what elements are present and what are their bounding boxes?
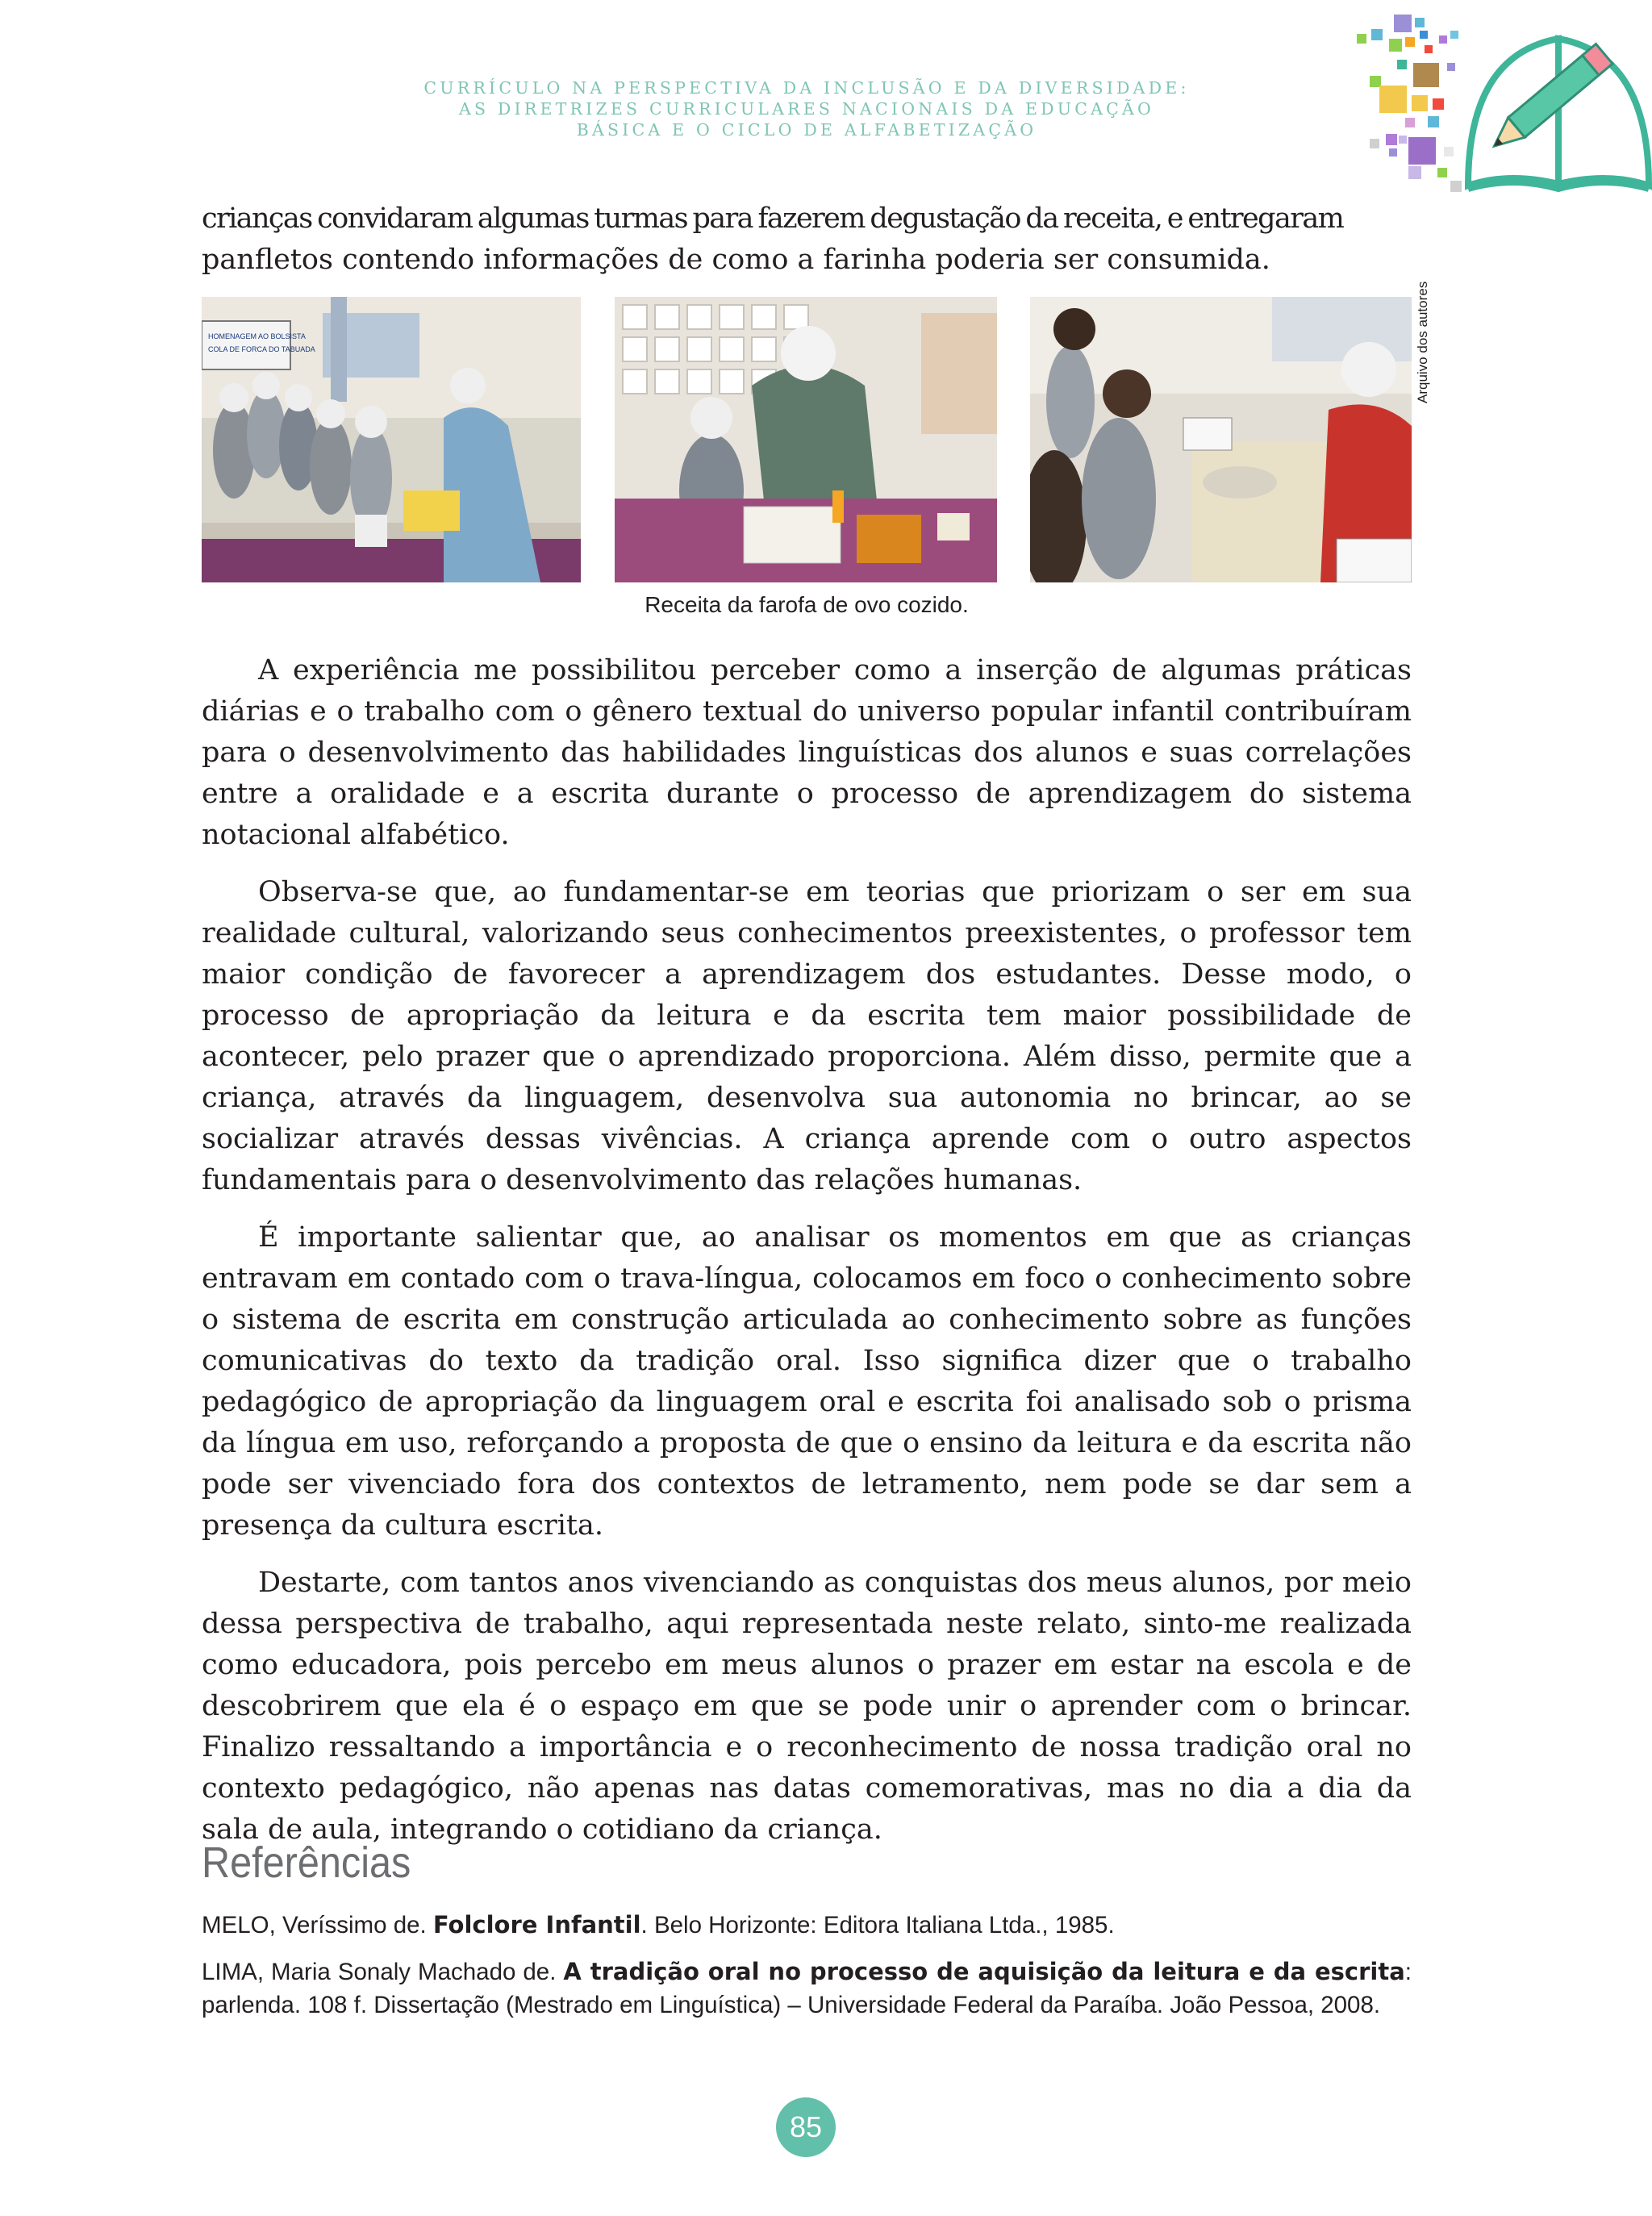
svg-text:COLA DE FORCA DO TABUADA: COLA DE FORCA DO TABUADA [208, 345, 315, 353]
photo-credit: Arquivo dos autores [1415, 281, 1430, 403]
photo-children-queue [202, 297, 581, 582]
reference-1-author: MELO, Veríssimo de. [202, 1912, 433, 1938]
page-number-badge: 85 [776, 2097, 836, 2157]
reference-item-1 [202, 1909, 1412, 1942]
reference-1-rest: . Belo Horizonte: Editora Italiana Ltda., 1985. [640, 1912, 1115, 1938]
reference-item-2 [202, 1955, 1412, 2022]
intro-line-2: panfletos contendo informações de como a farinha poderia ser consumida. [202, 244, 1270, 276]
running-header-line-2: AS DIRETRIZES CURRICULARES NACIONAIS DA EDUCAÇÃO [458, 99, 1155, 119]
book-pencil-logo [1347, 6, 1652, 208]
photo-banner-text: HOMENAGEM AO BOLSISTA [208, 332, 306, 340]
running-header [363, 77, 1250, 140]
figure-caption: Receita da farofa de ovo cozido. [645, 592, 969, 617]
paragraph-2: Observa-se que, ao fundamentar-se em teorias que priorizam o ser em sua realidade cultural, valorizando seus conhecimentos preexistentes, o professor tem maior condição de favorecer a aprendizagem dos estudantes. Desse modo, o processo de apropriação da leitura e da escrita tem maior possibilidade de acontecer, pelo prazer que o aprendizado proporciona. Além disso, permite que a criança, através da linguagem, desenvolva sua autonomia no brincar, ao se socializar através dessas vivências. A criança aprende com o outro aspectos fundamentais para o desenvolvimento das relações humanas. [202, 876, 1412, 1196]
reference-1-title: Folclore Infantil [432, 1911, 641, 1938]
photo-strip [202, 297, 1412, 582]
paragraph-4: Destarte, com tantos anos vivenciando as conquistas dos meus alunos, por meio dessa perspectiva de trabalho, aqui representada neste relato, sinto-me realizada como educadora, pois percebo em meus alunos o prazer em estar na escola e de descobrirem que ela é o espaço em que se pode unir o aprender com o brincar. Finalizo ressaltando a importância e o reconhecimento de nossa tradição oral no contexto pedagógico, não apenas nas datas comemorativas, mas no dia a dia da sala de aula, integrando o cotidiano da criança. [202, 1567, 1412, 1846]
body-text [202, 650, 1412, 1851]
running-header-line-3: BÁSICA E O CICLO DE ALFABETIZAÇÃO [576, 120, 1037, 140]
paragraph-3: É importante salientar que, ao analisar os momentos em que as crianças entravam em contado com o trava-língua, colocamos em foco o conhecimento sobre o sistema de escrita em construção articulada ao conhecimento sobre as funções comunicativas do texto da tradição oral. Isso significa dizer que o trabalho pedagógico de apropriação da linguagem oral e escrita foi analisado sob o prisma da língua em uso, reforçando a proposta de que o ensino da leitura e da escrita não pode ser vivenciado fora dos contextos de letramento, nem pode se dar sem a presença da cultura escrita. [202, 1221, 1412, 1542]
paragraph-1: A experiência me possibilitou perceber como a inserção de algumas práticas diárias e o trabalho com o gênero textual do universo popular infantil contribuíram para o desenvolvimento das habilidades linguísticas dos alunos e suas correlações entre a oralidade e a escrita durante o processo de aprendizagem do sistema notacional alfabético. [202, 654, 1412, 851]
reference-2-title: A tradição oral no processo de aquisição da leitura e da escrita [563, 1958, 1405, 1985]
reference-2-rest: : parlenda. 108 f. Dissertação (Mestrado em Linguística) – Universidade Federal da Paraíba. João Pessoa, 2008. [202, 1959, 1412, 2018]
intro-text [202, 198, 1412, 281]
photo-children-tasting [1030, 297, 1412, 582]
photo-teacher-mixing [615, 297, 997, 582]
running-header-line-1: CURRÍCULO NA PERSPECTIVA DA INCLUSÃO E DA DIVERSIDADE: [423, 78, 1190, 98]
references-heading: Referências [202, 1838, 411, 1887]
reference-2-author: LIMA, Maria Sonaly Machado de. [202, 1959, 564, 1985]
intro-line-1: crianças convidaram algumas turmas para fazerem degustação da receita, e entregaram [202, 202, 1344, 235]
